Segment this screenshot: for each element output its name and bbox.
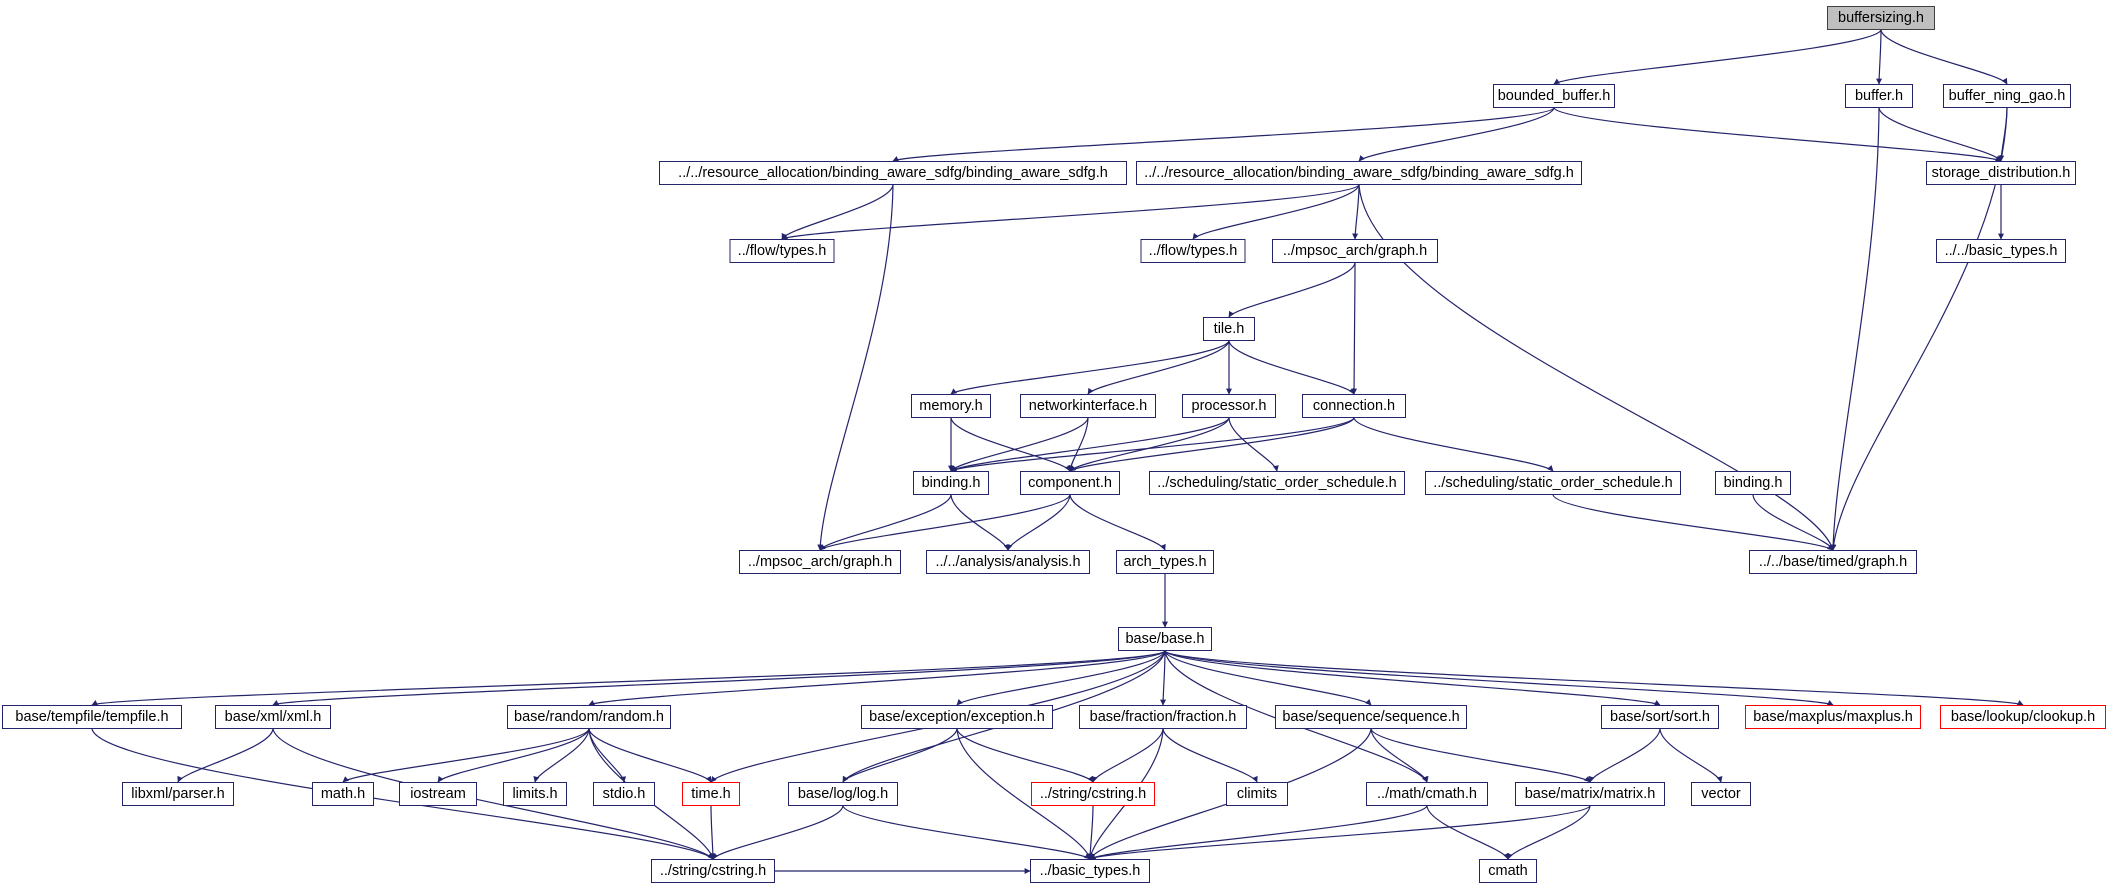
graph-node[interactable] xyxy=(651,859,775,883)
graph-node-label: ../scheduling/static_order_schedule.h xyxy=(1433,474,1673,491)
graph-edge xyxy=(782,185,893,239)
graph-edge xyxy=(1355,185,1359,239)
graph-node-label: ../../resource_allocation/binding_aware_sdfg/binding_aware_sdfg.h xyxy=(678,164,1108,181)
graph-node[interactable] xyxy=(1479,859,1537,883)
graph-edge xyxy=(951,418,1088,471)
graph-node-label: memory.h xyxy=(919,397,983,414)
graph-node-label: ../scheduling/static_order_schedule.h xyxy=(1157,474,1397,491)
graph-edge xyxy=(1371,729,1427,782)
graph-node[interactable] xyxy=(1943,84,2071,108)
graph-edge xyxy=(2001,108,2007,161)
graph-edge xyxy=(1359,108,1554,161)
graph-edge xyxy=(1229,263,1355,317)
graph-edge xyxy=(1354,418,1553,471)
graph-node[interactable] xyxy=(861,705,1053,729)
graph-edge xyxy=(1165,651,1833,705)
graph-node[interactable] xyxy=(1493,84,1615,108)
graph-edge xyxy=(1088,341,1229,394)
graph-edge xyxy=(1093,729,1163,782)
graph-node-label: cmath xyxy=(1488,862,1528,879)
graph-edge xyxy=(951,418,1229,471)
graph-edge xyxy=(589,729,711,782)
graph-edge xyxy=(843,806,1090,859)
graph-node-label: ../string/cstring.h xyxy=(1039,785,1147,802)
graph-edge xyxy=(951,418,1070,471)
graph-node[interactable] xyxy=(1020,394,1156,418)
graph-node[interactable] xyxy=(913,471,989,495)
graph-edge xyxy=(1163,729,1257,782)
graph-node[interactable] xyxy=(1030,859,1150,883)
graph-node[interactable] xyxy=(1116,550,1214,574)
graph-edge xyxy=(273,651,1165,705)
graph-node-label: stdio.h xyxy=(602,785,646,802)
graph-node-label: component.h xyxy=(1028,474,1112,491)
graph-node-label: time.h xyxy=(691,785,731,802)
graph-node[interactable] xyxy=(399,782,477,806)
graph-node[interactable] xyxy=(788,782,898,806)
graph-node[interactable] xyxy=(730,239,835,263)
graph-node[interactable] xyxy=(1302,394,1406,418)
graph-node-label: ../mpsoc_arch/graph.h xyxy=(747,553,893,570)
graph-edge xyxy=(1070,495,1165,550)
graph-node[interactable] xyxy=(122,782,234,806)
graph-node-label: vector xyxy=(1701,785,1741,802)
graph-node-label: ../../basic_types.h xyxy=(1944,242,2058,259)
graph-node-label: ../string/cstring.h xyxy=(659,862,767,879)
graph-edge xyxy=(1553,495,1833,550)
graph-node[interactable] xyxy=(1749,550,1917,574)
graph-node[interactable] xyxy=(1601,705,1719,729)
graph-node-label: base/random/random.h xyxy=(514,708,664,725)
graph-node[interactable] xyxy=(1272,239,1438,263)
graph-node-label: ../../analysis/analysis.h xyxy=(935,553,1081,570)
graph-node[interactable] xyxy=(1745,705,1921,729)
graph-edge xyxy=(1163,651,1165,705)
graph-node-label: libxml/parser.h xyxy=(131,785,225,802)
graph-edge xyxy=(1753,495,1833,550)
graph-edge xyxy=(843,729,957,782)
graph-node[interactable] xyxy=(1275,705,1467,729)
graph-edge xyxy=(1427,806,1508,859)
graph-node-label: ../math/cmath.h xyxy=(1377,785,1477,802)
graph-edge xyxy=(1165,651,2023,705)
graph-node-label: buffer.h xyxy=(1854,87,1904,104)
graph-edge xyxy=(957,729,1093,782)
graph-edge xyxy=(1354,263,1355,394)
graph-node[interactable] xyxy=(1182,394,1276,418)
graph-edge xyxy=(589,729,624,782)
graph-node-label: climits xyxy=(1236,785,1278,802)
graph-edge xyxy=(893,108,1554,161)
graph-edge xyxy=(820,495,951,550)
graph-node[interactable] xyxy=(507,705,671,729)
graph-edge xyxy=(957,651,1165,705)
graph-node[interactable] xyxy=(926,550,1090,574)
graph-edge xyxy=(951,341,1229,394)
graph-node[interactable] xyxy=(1079,705,1247,729)
graph-edge xyxy=(713,806,843,859)
graph-node-label: storage_distribution.h xyxy=(1931,164,2071,181)
graph-node[interactable] xyxy=(1031,782,1155,806)
graph-node[interactable] xyxy=(2,705,182,729)
graph-node-label: base/tempfile/tempfile.h xyxy=(15,708,169,725)
graph-node-label: tile.h xyxy=(1213,320,1245,337)
graph-edge xyxy=(343,729,589,782)
graph-node-label: math.h xyxy=(320,785,366,802)
graph-node[interactable] xyxy=(1515,782,1665,806)
graph-node-label: ../flow/types.h xyxy=(737,242,827,259)
graph-node[interactable] xyxy=(1203,317,1255,341)
graph-node-label: base/maxplus/maxplus.h xyxy=(1753,708,1913,725)
graph-node[interactable] xyxy=(1136,161,1582,185)
graph-node[interactable] xyxy=(1940,705,2106,729)
graph-edge xyxy=(1508,806,1590,859)
graph-node-label: bounded_buffer.h xyxy=(1497,87,1611,104)
graph-node[interactable] xyxy=(1691,782,1751,806)
graph-node-label: base/sort/sort.h xyxy=(1610,708,1710,725)
graph-node-label: base/lookup/clookup.h xyxy=(1950,708,2096,725)
graph-node[interactable] xyxy=(1827,6,1935,30)
graph-node[interactable] xyxy=(1366,782,1488,806)
graph-edge xyxy=(438,729,589,782)
graph-node-label: networkinterface.h xyxy=(1028,397,1148,414)
graph-node[interactable] xyxy=(503,782,567,806)
graph-node[interactable] xyxy=(593,782,655,806)
graph-node-label: processor.h xyxy=(1191,397,1267,414)
graph-node-label: base/exception/exception.h xyxy=(869,708,1045,725)
graph-edge xyxy=(1070,418,1088,471)
graph-edge xyxy=(1554,108,2001,161)
graph-node-label: binding.h xyxy=(921,474,981,491)
graph-edge xyxy=(951,495,1008,550)
graph-node-label: ../../base/timed/graph.h xyxy=(1758,553,1908,570)
graph-node-label: binding.h xyxy=(1723,474,1783,491)
graph-node-label: ../mpsoc_arch/graph.h xyxy=(1282,242,1428,259)
graph-edge xyxy=(1229,341,1354,394)
graph-node-label: limits.h xyxy=(512,785,558,802)
graph-node-label: iostream xyxy=(410,785,466,802)
graph-edge xyxy=(1879,108,2001,161)
graph-node[interactable] xyxy=(911,394,991,418)
graph-node-label: base/xml/xml.h xyxy=(224,708,322,725)
graph-node[interactable] xyxy=(1845,84,1913,108)
graph-edge xyxy=(1193,185,1359,239)
graph-node-label: base/matrix/matrix.h xyxy=(1524,785,1656,802)
graph-node-label: ../basic_types.h xyxy=(1039,862,1141,879)
graph-node[interactable] xyxy=(215,705,331,729)
graph-node[interactable] xyxy=(1425,471,1681,495)
graph-node-label: base/fraction/fraction.h xyxy=(1089,708,1237,725)
graph-edge xyxy=(1070,418,1354,471)
graph-node[interactable] xyxy=(1715,471,1791,495)
graph-node-label: ../flow/types.h xyxy=(1148,242,1238,259)
graph-edge xyxy=(1090,806,1427,859)
graph-edge xyxy=(1554,30,1881,84)
graph-edge xyxy=(1833,108,1879,550)
graph-edge xyxy=(1879,30,1881,84)
graph-node[interactable] xyxy=(1020,471,1120,495)
graph-edge xyxy=(951,418,1354,471)
graph-node[interactable] xyxy=(1926,161,2076,185)
graph-node-label: base/base.h xyxy=(1125,630,1205,647)
graph-node[interactable] xyxy=(1141,239,1246,263)
graph-edge xyxy=(1371,729,1590,782)
graph-edge xyxy=(1165,651,1660,705)
graph-node-label: base/log/log.h xyxy=(797,785,889,802)
graph-edge xyxy=(1090,806,1590,859)
graph-edge xyxy=(711,806,713,859)
graph-node[interactable] xyxy=(1226,782,1288,806)
graph-node[interactable] xyxy=(1149,471,1405,495)
graph-edge xyxy=(1590,729,1660,782)
graph-edge xyxy=(1008,495,1070,550)
graph-node-label: arch_types.h xyxy=(1123,553,1207,570)
graph-node-label: ../../resource_allocation/binding_aware_sdfg/binding_aware_sdfg.h xyxy=(1144,164,1574,181)
graph-node-label: buffer_ning_gao.h xyxy=(1948,87,2066,104)
graph-edge xyxy=(92,651,1165,705)
graph-edge xyxy=(1090,806,1093,859)
graph-edge xyxy=(1229,418,1277,471)
graph-node[interactable] xyxy=(1936,239,2066,263)
graph-node[interactable] xyxy=(1118,627,1212,651)
graph-edge xyxy=(1660,729,1721,782)
graph-node-label: base/sequence/sequence.h xyxy=(1282,708,1460,725)
graph-node[interactable] xyxy=(682,782,740,806)
graph-edge xyxy=(589,651,1165,705)
graph-node-label: connection.h xyxy=(1312,397,1396,414)
graph-edge xyxy=(1070,418,1229,471)
graph-node[interactable] xyxy=(312,782,374,806)
graph-edge xyxy=(178,729,273,782)
graph-node[interactable] xyxy=(659,161,1127,185)
graph-edge xyxy=(782,185,1359,239)
graph-node-label: buffersizing.h xyxy=(1838,9,1924,26)
graph-edge xyxy=(535,729,589,782)
graph-node[interactable] xyxy=(739,550,901,574)
graph-edge xyxy=(1881,30,2007,84)
graph-edge xyxy=(820,495,1070,550)
graph-edge xyxy=(1165,651,1371,705)
